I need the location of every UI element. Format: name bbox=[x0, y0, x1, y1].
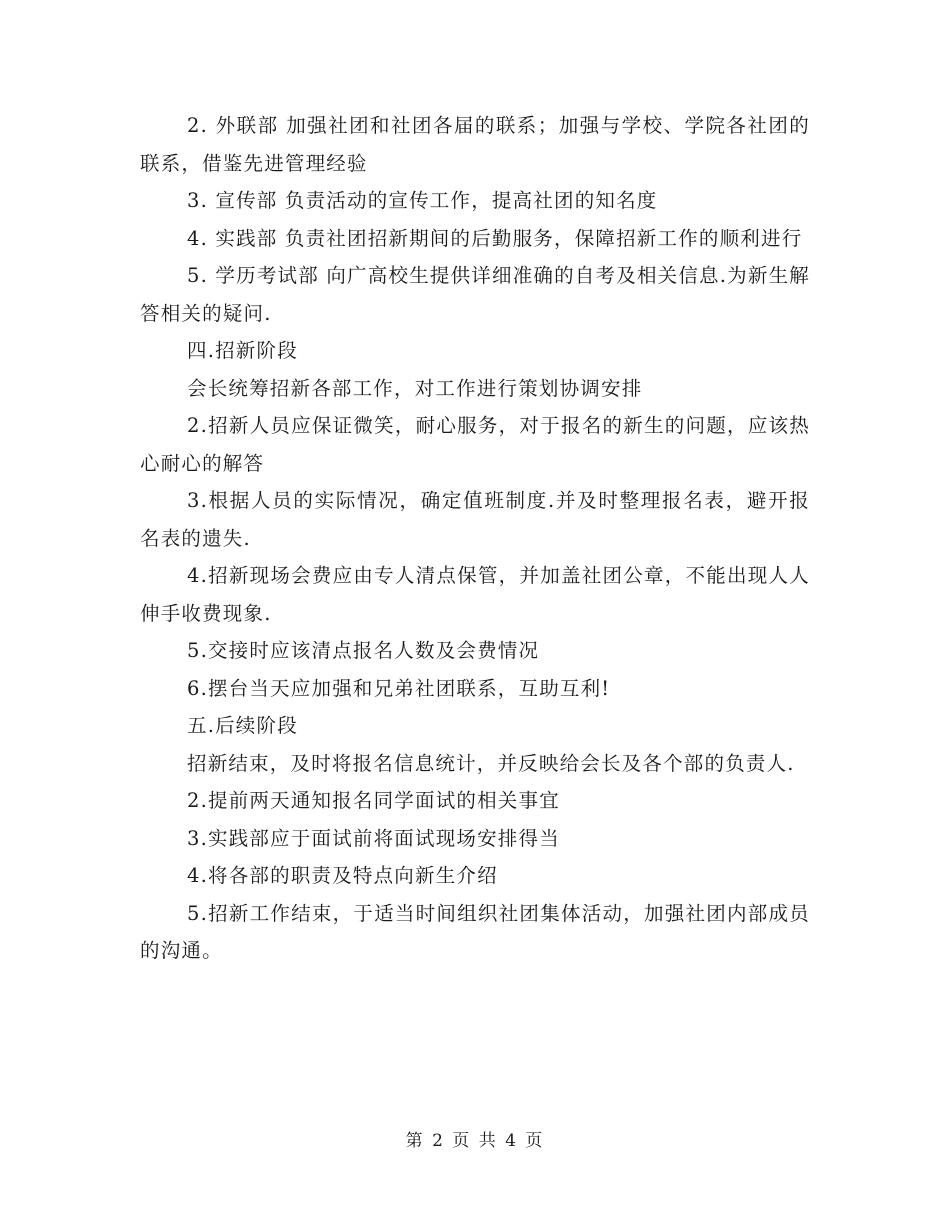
document-body bbox=[140, 107, 810, 970]
paragraph-group-activity: 5.招新工作结束，于适当时间组织社团集体活动，加强社团内部成员的沟通。 bbox=[140, 901, 810, 962]
paragraph-president-coordination: 会长统筹招新各部工作，对工作进行策划协调安排 bbox=[187, 376, 643, 400]
paragraph-duty-schedule: 3.根据人员的实际情况，确定值班制度.并及时整理报名表，避开报名表的遗失. bbox=[140, 489, 810, 550]
paragraph-handover: 5.交接时应该清点报名人数及会费情况 bbox=[187, 639, 540, 662]
paragraph-practice-dept: 4. 实践部 负责社团招新期间的后勤服务，保障招新工作的顺利进行 bbox=[187, 226, 803, 250]
paragraph-recruit-staff-smile: 2.招新人员应保证微笑，耐心服务，对于报名的新生的问题，应该热心耐心的解答 bbox=[140, 414, 810, 475]
paragraph-liaison-dept: 2. 外联部 加强社团和社团各届的联系；加强与学校、学院各社团的联系，借鉴先进管理经验 bbox=[140, 114, 810, 175]
paragraph-fee-custody: 4.招新现场会费应由专人清点保管，并加盖社团公章，不能出现人人伸手收费现象. bbox=[140, 564, 810, 625]
paragraph-exam-dept: 5. 学历考试部 向广高校生提供详细准确的自考及相关信息.为新生解答相关的疑问. bbox=[140, 264, 810, 325]
paragraph-publicity-dept: 3. 宣传部 负责活动的宣传工作，提高社团的知名度 bbox=[187, 189, 658, 212]
page-number-footer: 第 2 页 共 4 页 bbox=[405, 1131, 545, 1151]
paragraph-recruit-end: 招新结束，及时将报名信息统计，并反映给会长及各个部的负责人. bbox=[187, 751, 795, 775]
section-heading-recruitment: 四.招新阶段 bbox=[187, 339, 298, 362]
paragraph-booth-day: 6.摆台当天应加强和兄弟社团联系，互助互利! bbox=[187, 676, 611, 700]
section-heading-followup: 五.后续阶段 bbox=[187, 714, 298, 737]
paragraph-interview-venue: 3.实践部应于面试前将面试现场安排得当 bbox=[187, 826, 560, 850]
paragraph-interview-notice: 2.提前两天通知报名同学面试的相关事宜 bbox=[187, 789, 560, 812]
paragraph-introduce-depts: 4.将各部的职责及特点向新生介绍 bbox=[187, 864, 498, 887]
